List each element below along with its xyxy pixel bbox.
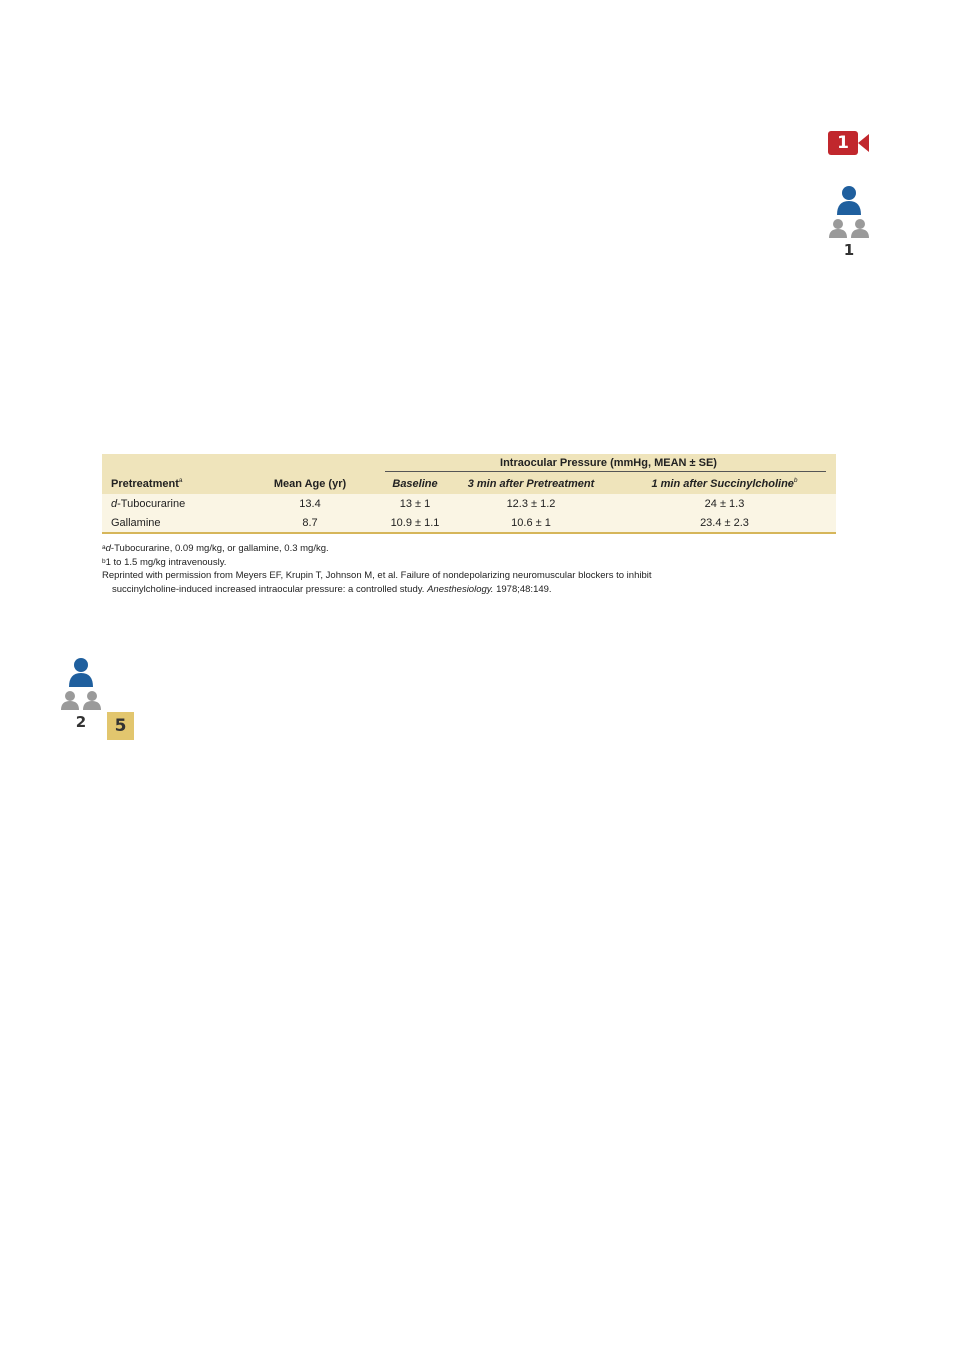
header-baseline: Baseline [392,478,438,490]
cell-after-succinylcholine: 23.4 ± 2.3 [700,516,749,529]
people-group-icon [59,657,103,713]
people-group-icon [827,185,871,241]
table-bottom-rule [102,532,836,534]
cell-age: 13.4 [299,497,321,510]
people-group-number: 2 [75,713,87,731]
level-badge[interactable]: 5 [107,712,134,740]
cell-baseline: 13 ± 1 [399,497,431,510]
table-footnotes [102,542,842,596]
cell-after-pretreatment: 12.3 ± 1.2 [506,497,556,510]
header-after-succinylcholine: 1 min after Succinylcholine$^b$ [651,477,798,490]
header-after-pretreatment: 3 min after Pretreatment [467,478,595,490]
group-underline [385,471,826,472]
people-group-badge-2[interactable] [59,657,103,733]
video-badge[interactable] [828,131,870,155]
video-number: 1 [828,131,858,155]
video-camera-icon [858,134,869,152]
people-group-badge-1[interactable] [827,185,871,261]
iop-table [102,454,836,534]
cell-pretreatment: Gallamine [111,516,161,529]
table-group-header-row [102,454,836,474]
cell-after-pretreatment: 10.6 ± 1 [511,516,551,529]
cell-pretreatment: d-Tubocurarine [111,497,186,510]
table-row [102,513,836,532]
footnote-a: $^a$d-Tubocurarine, 0.09 mg/kg, or gallamine, 0.3 mg/kg. [102,543,329,554]
header-pretreatment: Pretreatment$^a$ [111,477,183,490]
cell-baseline: 10.9 ± 1.1 [390,516,440,529]
reprint-credit: Reprinted with permission from Meyers EF, Krupin T, Johnson M, et al. Failure of nondepolarizing neuromuscular blockers to inhibit succinylcholine-induced increased intraocular pressure: a controlled study. Anesthesiology. 1978;48:149. [102,570,652,595]
table-row [102,494,836,513]
table-header-row [102,474,836,494]
cell-age: 8.7 [302,516,318,529]
people-group-number: 1 [843,241,855,259]
group-header: Intraocular Pressure (mmHg, MEAN ± SE) [381,454,836,474]
cell-after-succinylcholine: 24 ± 1.3 [704,497,745,510]
header-mean-age: Mean Age (yr) [273,478,347,490]
footnote-b: $^b$1 to 1.5 mg/kg intravenously. [102,556,227,568]
